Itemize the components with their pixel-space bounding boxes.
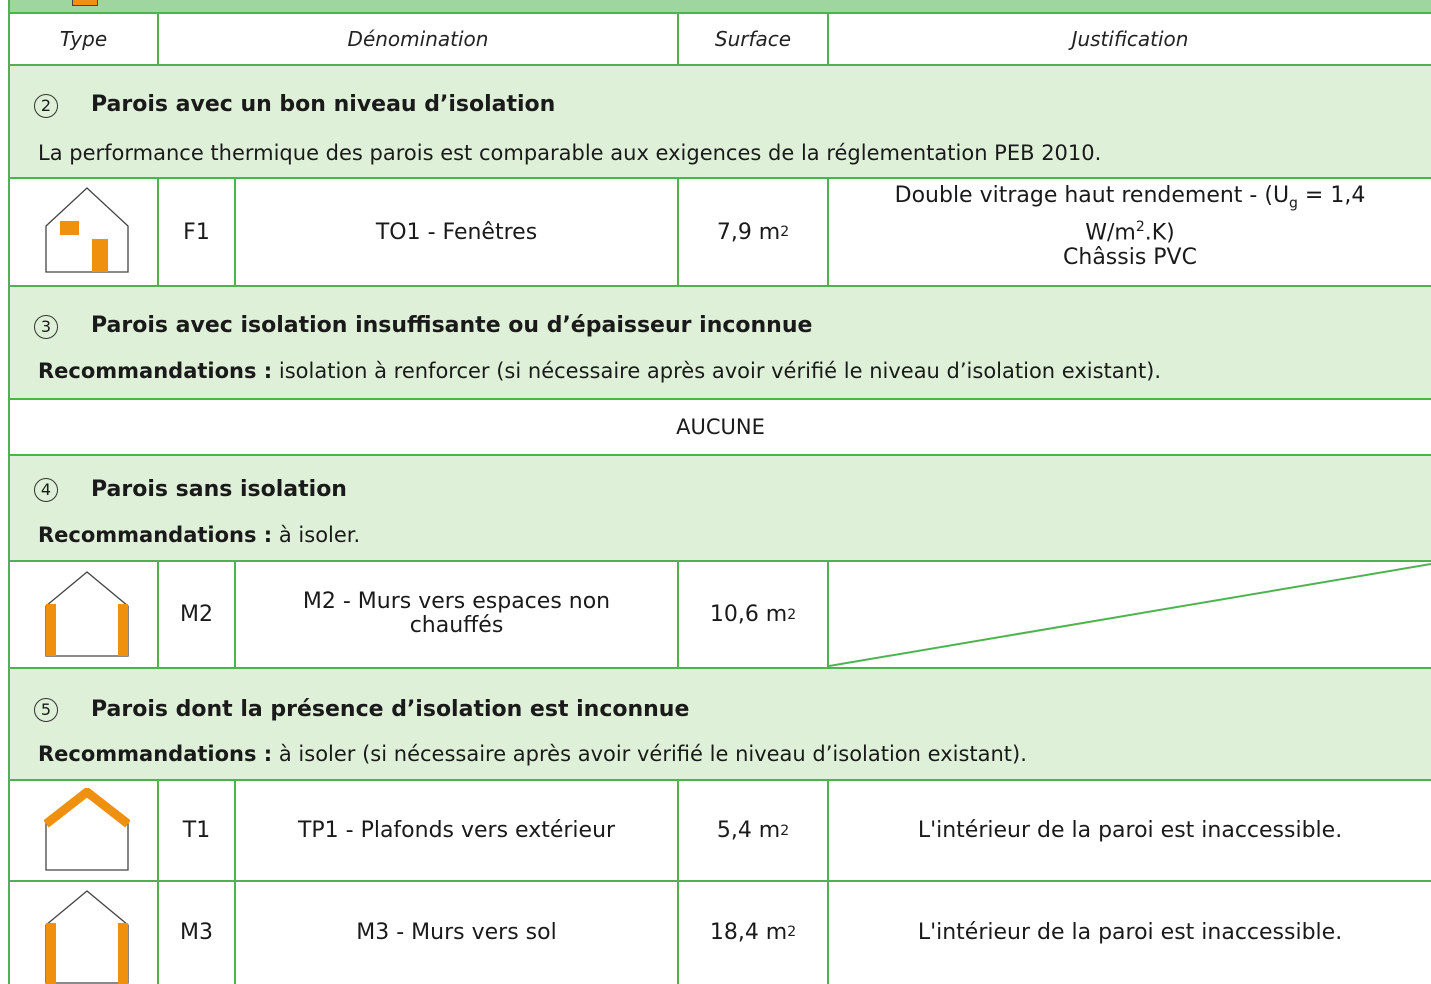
window-house-icon <box>44 186 130 274</box>
column-header-surface: Surface <box>714 27 792 51</box>
row-t1-name: TP1 - Plafonds vers extérieur <box>297 818 616 843</box>
row-m3-justification: L'intérieur de la paroi est inaccessible. <box>917 919 1343 945</box>
section-4-number: 4 <box>34 478 58 502</box>
walls-house-icon <box>44 570 130 658</box>
section-3-empty-label: AUCUNE <box>676 415 765 439</box>
roof-house-icon <box>44 788 130 872</box>
section-4-title: Parois sans isolation <box>91 477 347 502</box>
section-2-note: La performance thermique des parois est comparable aux exigences de la réglementation PEB 2010. <box>38 141 1102 165</box>
row-t1-surface: 5,4 m 2 <box>716 818 790 843</box>
column-header-type: Type <box>59 27 108 51</box>
walls-house-icon <box>44 889 130 984</box>
row-t1-justification: L'intérieur de la paroi est inaccessible. <box>917 818 1343 843</box>
section-5-note: Recommandations : à isoler (si nécessaire après avoir vérifié le niveau d’isolation existant). <box>38 742 1027 766</box>
section-2-title: Parois avec un bon niveau d’isolation <box>91 92 556 117</box>
section-4-note: Recommandations : à isoler. <box>38 523 361 547</box>
column-header-justification: Justification <box>1071 27 1189 51</box>
row-f1-justification: Double vitrage haut rendement - ($U_g = 1,4$ $W/m^2.K$) Châssis PVC <box>894 183 1366 270</box>
section-3-number: 3 <box>34 315 58 339</box>
row-m2-name: M2 - Murs vers espaces non chauffés <box>302 589 611 638</box>
row-f1-code: F1 <box>183 219 210 245</box>
section-3-note: Recommandations : isolation à renforcer (si nécessaire après avoir vérifié le niveau d’isolation existant). <box>38 359 1162 383</box>
section-2-number: 2 <box>34 94 58 118</box>
section-5-title: Parois dont la présence d’isolation est inconnue <box>91 697 690 722</box>
section-5-number: 5 <box>34 698 58 722</box>
row-m3-name: M3 - Murs vers sol <box>356 919 557 945</box>
row-m2-empty-justification-strike <box>829 562 1431 668</box>
row-m3-surface: 18,4 m 2 <box>709 919 797 945</box>
column-header-denomination: Dénomination <box>347 27 489 51</box>
previous-section-icon <box>72 0 98 6</box>
row-t1-code: T1 <box>182 818 211 843</box>
row-m2-surface: 10,6 m 2 <box>709 602 797 627</box>
row-m3-code: M3 <box>180 919 213 945</box>
row-m2-code: M2 <box>180 602 213 627</box>
row-f1-surface: 7,9 m 2 <box>716 219 790 245</box>
section-3-title: Parois avec isolation insuffisante ou d’épaisseur inconnue <box>91 313 813 338</box>
row-f1-name: TO1 - Fenêtres <box>375 219 538 245</box>
